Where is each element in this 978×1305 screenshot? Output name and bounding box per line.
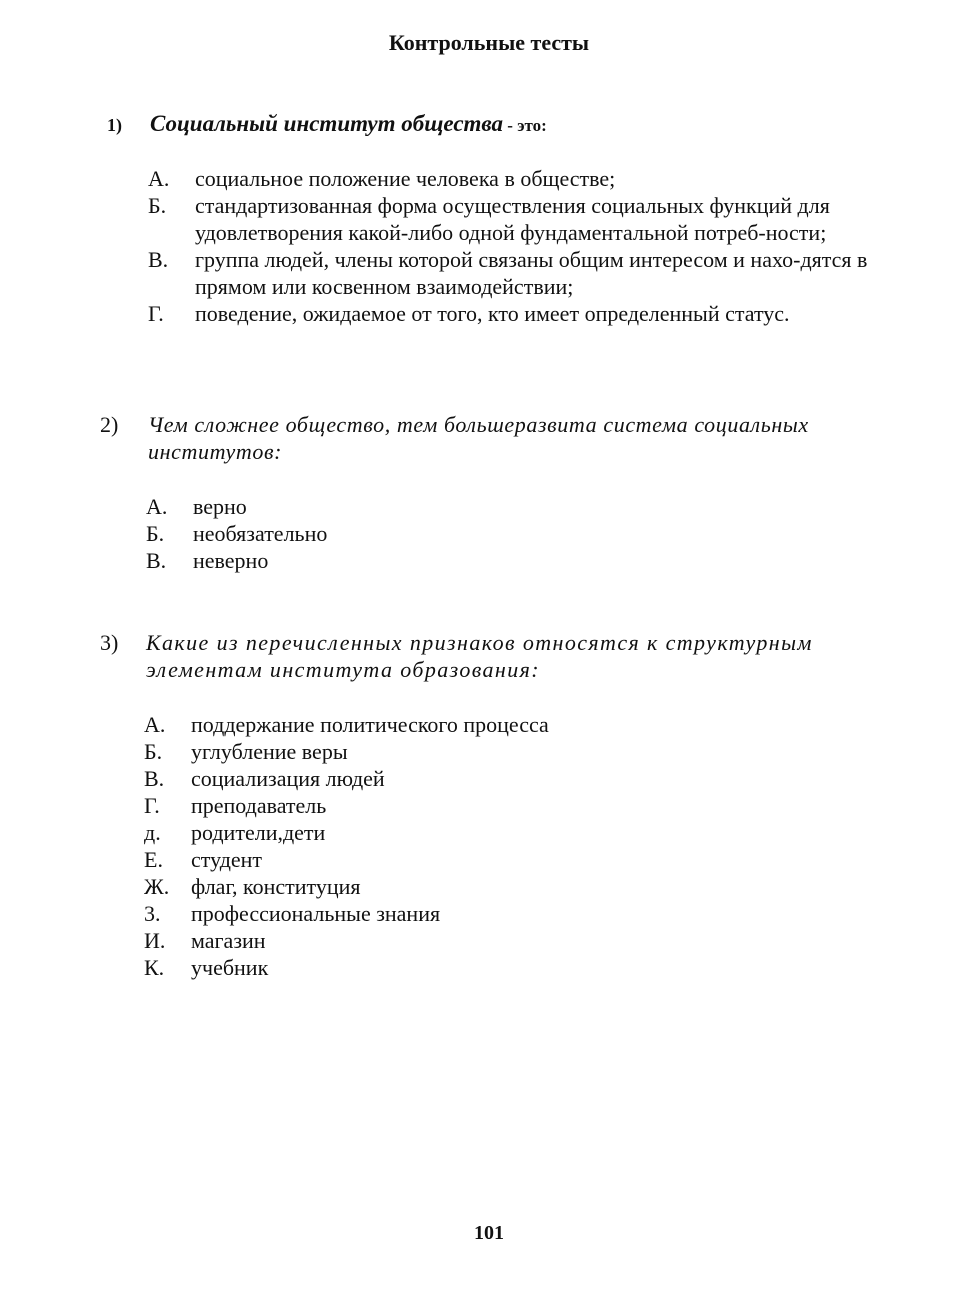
- option-text: углубление веры: [191, 739, 348, 764]
- page-title: Контрольные тесты: [388, 30, 590, 55]
- answer-option: [0, 711, 978, 738]
- answer-option: [0, 873, 978, 900]
- question-text: Чем сложнее общество, тем большеразвита система социальных институтов:: [148, 412, 809, 464]
- answer-option: [0, 765, 978, 792]
- question-number: 2): [100, 412, 119, 437]
- option-text: социальное положение человека в обществе;: [195, 166, 616, 191]
- answer-option: [0, 927, 978, 954]
- answer-options: [0, 493, 978, 574]
- option-text: необязательно: [193, 521, 328, 546]
- question-number: 1): [107, 115, 122, 135]
- answer-option: [0, 954, 978, 981]
- answer-option: [0, 900, 978, 927]
- question-3: [0, 629, 978, 981]
- option-text: неверно: [193, 548, 269, 573]
- option-letter: Е.: [144, 847, 163, 872]
- option-text: профессиональные знания: [191, 901, 441, 926]
- option-text: преподаватель: [191, 793, 327, 818]
- option-letter: В.: [144, 766, 165, 791]
- option-letter: И.: [144, 928, 166, 953]
- option-text: поддержание политического процесса: [191, 712, 549, 737]
- answer-option: [0, 792, 978, 819]
- option-text: учебник: [191, 955, 269, 980]
- option-text: верно: [193, 494, 247, 519]
- option-letter: Ж.: [144, 874, 170, 899]
- answer-option: [0, 246, 978, 300]
- option-letter: Г.: [144, 793, 160, 818]
- option-letter: В.: [146, 548, 167, 573]
- answer-option: [0, 165, 978, 192]
- option-text: социализация людей: [191, 766, 385, 791]
- question-term: Социальный институт общества: [150, 111, 504, 136]
- option-text: флаг, конституция: [191, 874, 361, 899]
- option-letter: К.: [144, 955, 165, 980]
- option-text: магазин: [191, 928, 266, 953]
- answer-options: [0, 165, 978, 327]
- answer-option: [0, 300, 978, 327]
- option-letter: А.: [148, 166, 170, 191]
- question-3-header: [0, 629, 978, 683]
- answer-option: [0, 192, 978, 246]
- option-letter: А.: [144, 712, 166, 737]
- answer-option: [0, 846, 978, 873]
- option-letter: д.: [144, 820, 161, 845]
- option-text: группа людей, члены которой связаны общим интересом и нахо-дятся в прямом или косвенном взаимодействии;: [195, 247, 868, 299]
- question-2-header: [0, 411, 978, 465]
- option-text: родители,дети: [191, 820, 326, 845]
- question-1-header: [0, 110, 978, 139]
- question-number: 3): [100, 630, 119, 655]
- option-letter: А.: [146, 494, 168, 519]
- question-text: Какие из перечисленных признаков относятся к структурным элементам института образования:: [146, 630, 813, 682]
- option-letter: Б.: [148, 193, 167, 218]
- option-text: стандартизованная форма осуществления социальных функций для удовлетворения какой-либо одной фундаментальной потреб-ности;: [195, 193, 830, 245]
- question-text: [150, 110, 978, 139]
- answer-option: [0, 819, 978, 846]
- option-letter: Б.: [144, 739, 163, 764]
- option-text: поведение, ожидаемое от того, кто имеет определенный статус.: [195, 301, 790, 326]
- answer-option: [0, 493, 978, 520]
- question-1: [0, 110, 978, 327]
- question-2: [0, 411, 978, 574]
- option-letter: Б.: [146, 521, 165, 546]
- answer-option: [0, 520, 978, 547]
- page-number: 101: [474, 1222, 504, 1244]
- option-letter: Г.: [148, 301, 164, 326]
- answer-options: [0, 711, 978, 981]
- answer-option: [0, 738, 978, 765]
- answer-option: [0, 547, 978, 574]
- option-letter: 3.: [144, 901, 161, 926]
- option-letter: В.: [148, 247, 169, 272]
- option-text: студент: [191, 847, 263, 872]
- question-tail: - это:: [503, 116, 547, 135]
